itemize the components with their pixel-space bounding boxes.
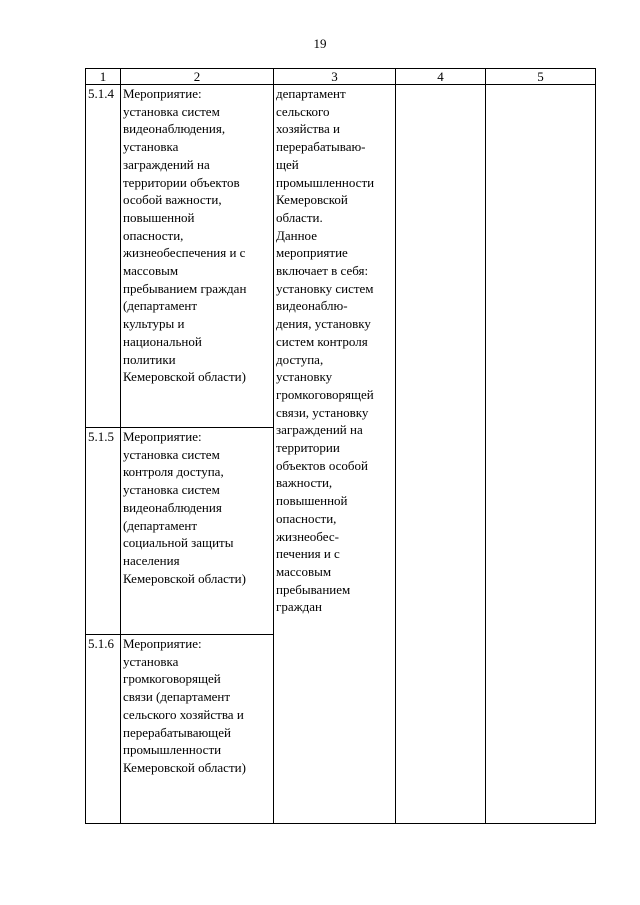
table-row [86, 85, 596, 428]
header-col-2: 2 [121, 69, 274, 85]
table-header-row [86, 69, 596, 85]
program-table [85, 68, 596, 824]
activity-description: Мероприятие: установка систем видеонаблюдения, установка заграждений на территории объектов особой важности, повышенной опасности, жизнеобеспечения и с массовым пребыванием граждан (департамент культуры и национальной политики Кемеровской области) [121, 85, 274, 428]
header-col-4: 4 [396, 69, 486, 85]
activity-description: Мероприятие: установка громкоговорящей связи (департамент сельского хозяйства и перерабатывающей промышленности Кемеровской области) [121, 635, 274, 824]
page-number: 19 [313, 36, 327, 51]
activity-description: Мероприятие: установка систем контроля доступа, установка систем видеонаблюдения (департамент социальной защиты населения Кемеровской области) [121, 428, 274, 635]
empty-col-4-cell [396, 85, 486, 824]
row-number: 5.1.5 [86, 428, 121, 635]
row-number: 5.1.6 [86, 635, 121, 824]
header-col-5: 5 [486, 69, 596, 85]
row-number: 5.1.4 [86, 85, 121, 428]
empty-col-5-cell [486, 85, 596, 824]
header-col-3: 3 [274, 69, 396, 85]
header-col-1: 1 [86, 69, 121, 85]
responsible-executor-cell: департамент сельского хозяйства и перерабатываю- щей промышленности Кемеровской области. Данное мероприятие включает в себя: установку систем видеонаблю- дения, установку систем контроля доступа, установку громкоговорящей связи, установку заграждений на территории объектов особой важности, повышенной опасности, жизнеобес- печения и с массовым пребыванием граждан [274, 85, 396, 824]
